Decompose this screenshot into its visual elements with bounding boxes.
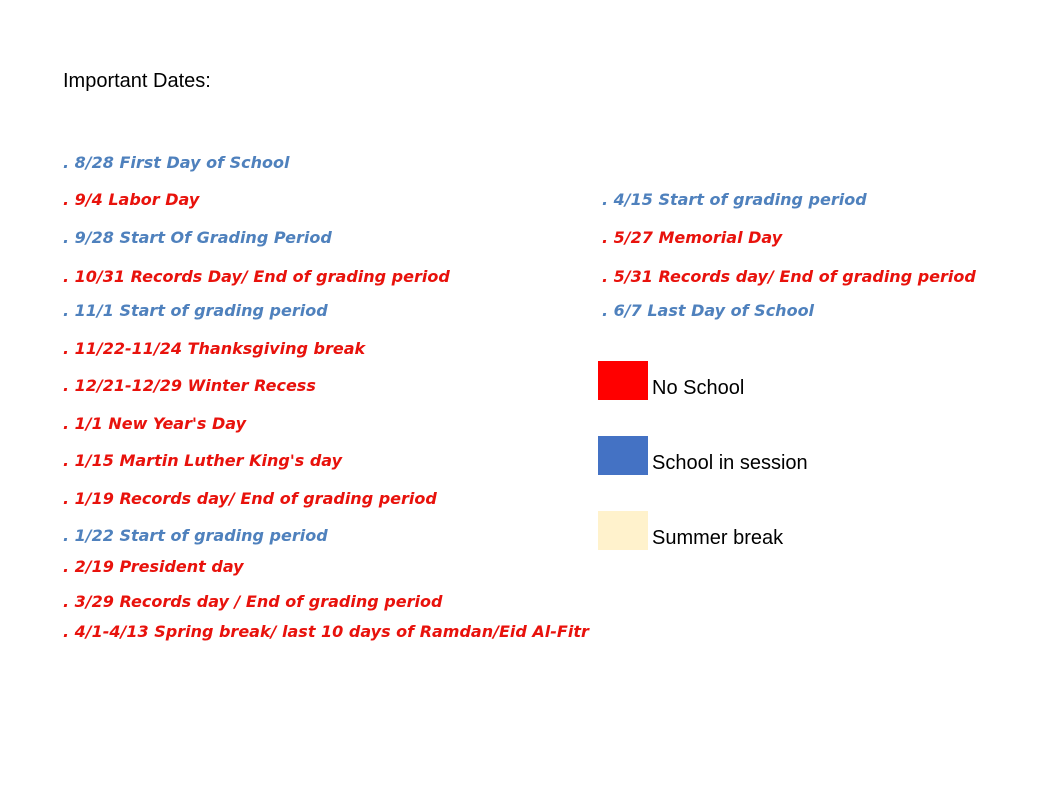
date-entry: . 11/1 Start of grading period bbox=[63, 301, 328, 320]
date-entry: . 12/21-12/29 Winter Recess bbox=[63, 376, 316, 395]
legend-label-no-school: No School bbox=[652, 377, 745, 399]
date-entry: . 1/19 Records day/ End of grading period bbox=[63, 489, 437, 508]
date-entry: . 3/29 Records day / End of grading period bbox=[63, 592, 443, 611]
date-entry: . 9/28 Start Of Grading Period bbox=[63, 228, 332, 247]
date-entry: . 1/15 Martin Luther King's day bbox=[63, 451, 343, 470]
date-entry: . 1/1 New Year's Day bbox=[63, 414, 246, 433]
date-entry: . 10/31 Records Day/ End of grading period bbox=[63, 267, 450, 286]
date-entry: . 8/28 First Day of School bbox=[63, 153, 290, 172]
date-entry: . 6/7 Last Day of School bbox=[602, 301, 815, 320]
legend-label-summer-break: Summer break bbox=[652, 527, 784, 549]
legend-label-school-in-session: School in session bbox=[652, 452, 808, 474]
date-entry: . 5/27 Memorial Day bbox=[602, 228, 783, 247]
date-entry: . 5/31 Records day/ End of grading period bbox=[602, 267, 976, 286]
no-school-swatch bbox=[598, 361, 648, 400]
date-entry: . 1/22 Start of grading period bbox=[63, 526, 328, 545]
page-title: Important Dates: bbox=[63, 70, 211, 92]
school-in-session-swatch bbox=[598, 436, 648, 475]
date-entry: . 9/4 Labor Day bbox=[63, 190, 200, 209]
date-entry: . 4/15 Start of grading period bbox=[602, 190, 867, 209]
date-entry: . 11/22-11/24 Thanksgiving break bbox=[63, 339, 366, 358]
date-entry: . 4/1-4/13 Spring break/ last 10 days of Ramdan/Eid Al-Fitr bbox=[63, 622, 589, 641]
summer-break-swatch bbox=[598, 511, 648, 550]
date-entry: . 2/19 President day bbox=[63, 557, 244, 576]
